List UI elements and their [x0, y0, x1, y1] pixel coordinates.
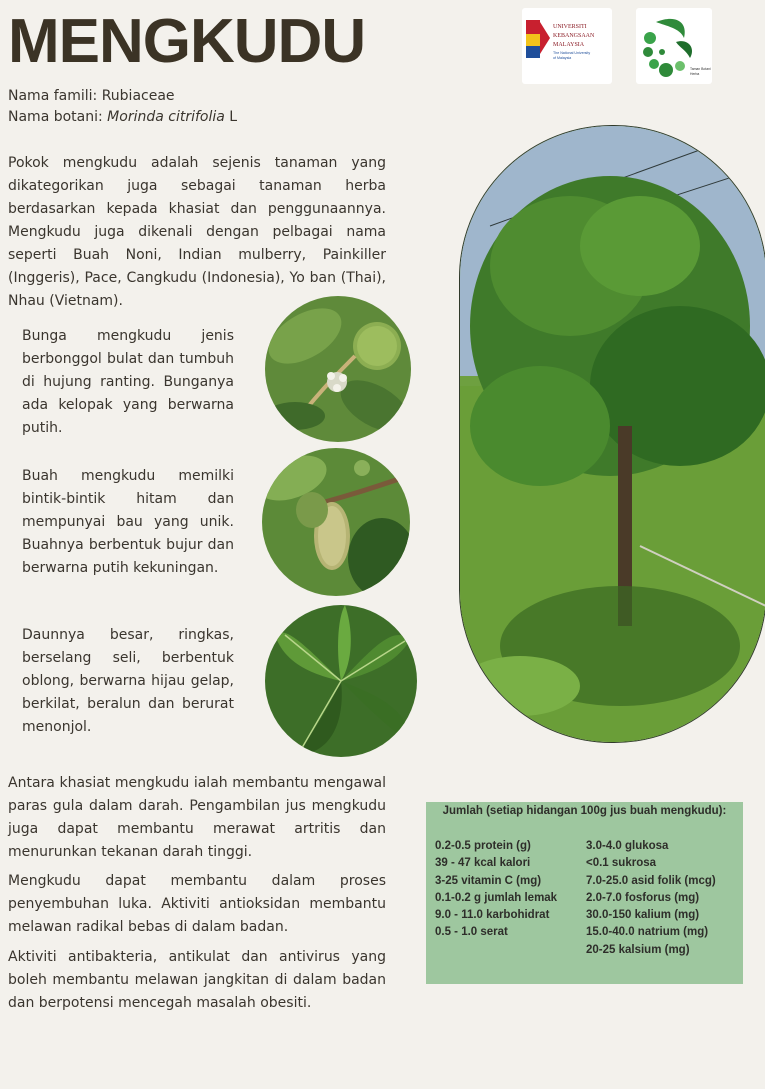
svg-text:Taman Botani: Taman Botani [690, 67, 711, 71]
leaf-photo [265, 605, 417, 757]
nutrition-left-column [435, 838, 557, 942]
family-value: Rubiaceae [101, 88, 175, 104]
page-title: MENGKUDU [8, 7, 366, 76]
nutrition-item: 0.1-0.2 g jumlah lemak [435, 891, 558, 904]
botani-italic: Morinda citrifolia [107, 109, 225, 125]
ukm-logo [522, 8, 612, 84]
nutrition-item: 30.0-150 kalium (mg) [586, 909, 700, 922]
nutrition-box [426, 802, 743, 984]
nutrition-item: 7.0-25.0 asid folik (mcg) [586, 874, 716, 887]
benefit-paragraph-3: Aktiviti antibakteria, antikulat dan antivirus yang boleh membantu melawan jangkitan di dalam badan dan berpotensi mencegah masalah obesiti. [8, 949, 386, 1011]
svg-text:The National University: The National University [553, 51, 591, 55]
svg-text:MALAYSIA: MALAYSIA [553, 42, 585, 48]
nutrition-item: 20-25 kalsium (mg) [586, 943, 690, 956]
botani-suffix: L [224, 109, 238, 125]
svg-text:UNIVERSITI: UNIVERSITI [553, 24, 587, 30]
nutrition-item: 3-25 vitamin C (mg) [435, 874, 542, 887]
nutrition-item: 9.0 - 11.0 karbohidrat [435, 909, 550, 922]
nutrition-item: 0.5 - 1.0 serat [435, 926, 508, 939]
fruit-photo [262, 448, 410, 596]
nutrition-item: 2.0-7.0 fosforus (mg) [586, 891, 700, 904]
nutrition-item: 3.0-4.0 glukosa [586, 840, 669, 852]
leaf-description: Daunnya besar, ringkas, berselang seli, berbentuk oblong, berwarna hijau gelap, berkilat, beralun dan berurat menonjol. [22, 627, 234, 735]
nutrition-item: 0.2-0.5 protein (g) [435, 840, 531, 852]
family-label: Nama famili: [8, 88, 102, 104]
family-name [8, 86, 175, 106]
nutrition-item: 15.0-40.0 natrium (mg) [586, 926, 709, 939]
botanic-garden-logo [636, 8, 712, 84]
svg-text:Herba: Herba [690, 72, 700, 76]
intro-paragraph: Pokok mengkudu adalah sejenis tanaman yang dikategorikan juga sebagai tanaman herba berdasarkan kepada khasiat dan penggunaannya. Mengkudu juga dikenali dengan pelbagai nama seperti Buah Noni, Indian mulberry, Painkiller (Inggeris), Pace, Cangkudu (Indonesia), Yo ban (Thai), Nhau (Vietnam). [8, 155, 386, 309]
nutrition-item: 39 - 47 kcal kalori [435, 857, 531, 870]
fruit-description: Buah mengkudu memilki bintik-bintik hitam dan mempunyai bau yang unik. Buahnya berbentuk bujur dan berwarna putih kekuningan. [22, 468, 234, 576]
svg-text:KEBANGSAAN: KEBANGSAAN [553, 33, 595, 39]
flower-description: Bunga mengkudu jenis berbonggol bulat dan tumbuh di hujung ranting. Bunganya ada kelopak yang berwarna putih. [22, 328, 234, 436]
nutrition-right-column [586, 838, 716, 959]
tree-photo [459, 125, 765, 743]
nutrition-heading: Jumlah (setiap hidangan 100g jus buah mengkudu): [442, 805, 727, 817]
benefit-paragraph-1: Antara khasiat mengkudu ialah membantu mengawal paras gula dalam darah. Pengambilan jus mengkudu juga dapat membantu merawat artritis dan menurunkan tekanan darah tinggi. [8, 775, 386, 860]
flower-photo [265, 296, 411, 442]
botani-label: Nama botani: [8, 109, 108, 125]
nutrition-item: <0.1 sukrosa [586, 857, 657, 870]
botanical-name [8, 107, 237, 127]
svg-text:of Malaysia: of Malaysia [553, 56, 572, 60]
benefit-paragraph-2: Mengkudu dapat membantu dalam proses penyembuhan luka. Aktiviti antioksidan membantu melawan radikal bebas di dalam badan. [8, 873, 386, 935]
